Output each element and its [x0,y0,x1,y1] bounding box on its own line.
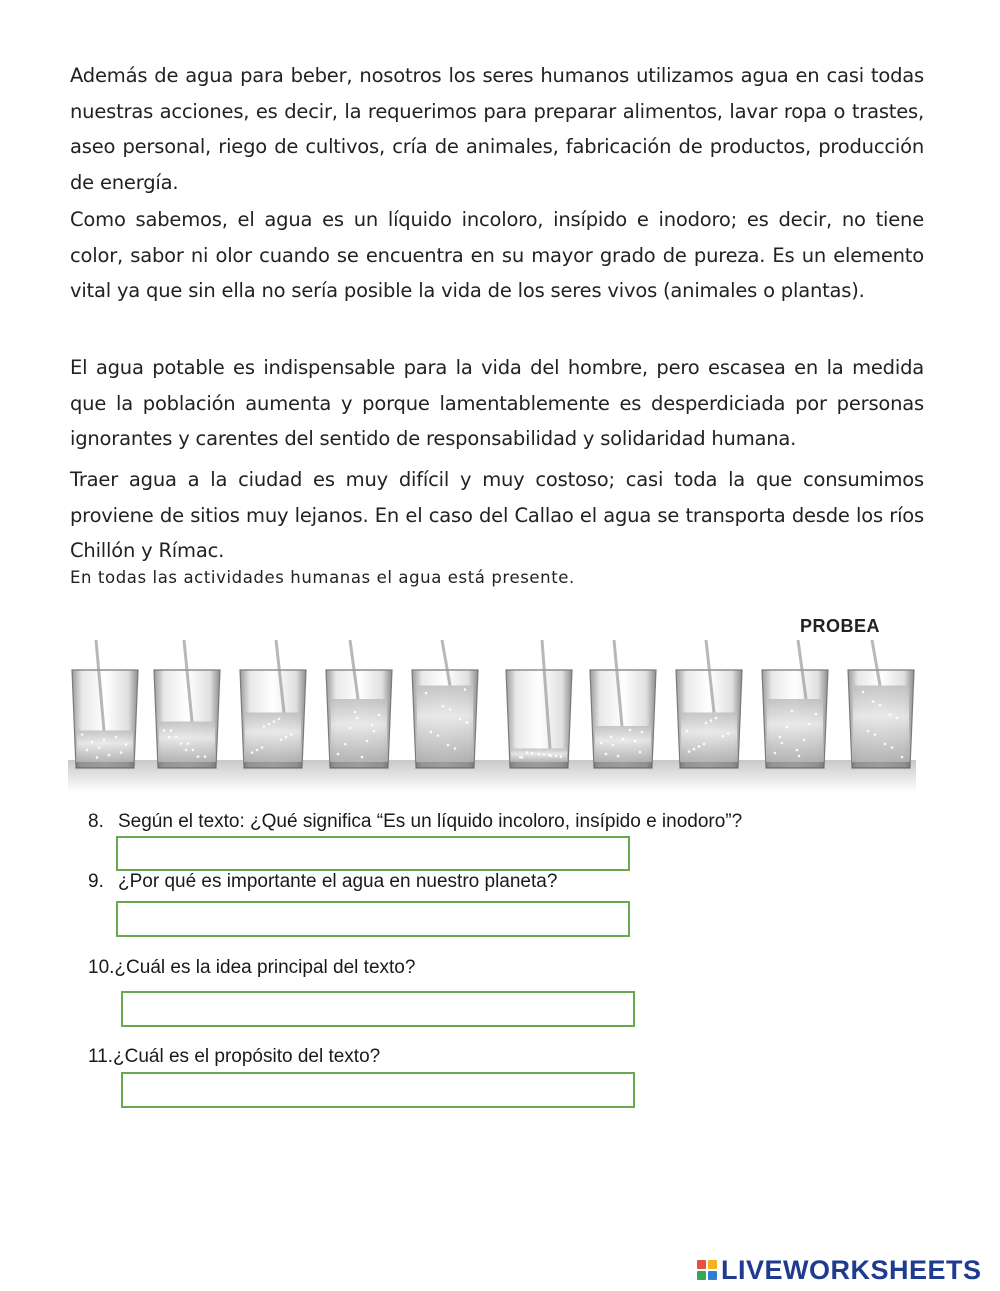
image-credit: PROBEA [800,616,881,636]
passage-paragraph-1: Además de agua para beber, nosotros los seres humanos utilizamos agua en casi todas nuestras acciones, es decir, la requerimos para preparar alimentos, lavar ropa o trastes, aseo personal, riego de cultivos, cría de animales, fabricación de productos, producción de energía. [70,64,924,194]
answer-field-8[interactable] [116,836,630,871]
glass-of-water [762,640,828,768]
passage-paragraph-4: Traer agua a la ciudad es muy difícil y muy costoso; casi toda la que consumimos proviene de sitios muy lejanos. En el caso del Callao el agua se transporta desde los ríos Chillón y Rímac. [70,468,924,562]
question-number: 9. [88,871,104,892]
answer-field-10[interactable] [121,991,635,1027]
glass-of-water [240,640,306,768]
logo-blocks-icon [697,1260,717,1280]
glasses-of-water-illustration [68,640,916,792]
liveworksheets-logo [697,1253,982,1287]
question-10 [88,957,415,979]
brand-name: LIVEWORKSHEETS [721,1254,982,1285]
glass-of-water [848,640,914,768]
question-11 [88,1046,380,1068]
question-number: 10. [88,957,115,978]
question-text: ¿Cuál es el propósito del texto? [113,1046,381,1067]
question-text: ¿Cuál es la idea principal del texto? [114,957,416,978]
image-caption: En todas las actividades humanas el agua está presente. [70,568,575,587]
glass-of-water [506,640,572,768]
answer-field-9[interactable] [116,901,630,937]
glass-of-water [676,640,742,768]
question-number: 11. [88,1046,114,1067]
passage-paragraph-3: El agua potable es indispensable para la vida del hombre, pero escasea en la medida que la población aumenta y porque lamentablemente es desperdiciada por personas ignorantes y carentes del sentido de responsabilidad y solidaridad humana. [70,356,924,450]
glass-of-water [412,640,478,768]
answer-field-11[interactable] [121,1072,635,1108]
question-number: 8. [88,811,104,832]
passage-paragraph-2: Como sabemos, el agua es un líquido incoloro, insípido e inodoro; es decir, no tiene color, sabor ni olor cuando se encuentra en su mayor grado de pureza. Es un elemento vital ya que sin ella no sería posible la vida de los seres vivos (animales o plantas). [70,208,924,302]
glass-of-water [326,640,392,768]
question-text: ¿Por qué es importante el agua en nuestro planeta? [118,871,558,892]
question-9 [88,871,557,893]
glass-of-water [590,640,656,768]
glass-of-water [72,640,138,768]
question-text: Según el texto: ¿Qué significa “Es un líquido incoloro, insípido e inodoro”? [118,811,743,832]
glass-of-water [154,640,220,768]
question-8 [88,811,742,833]
